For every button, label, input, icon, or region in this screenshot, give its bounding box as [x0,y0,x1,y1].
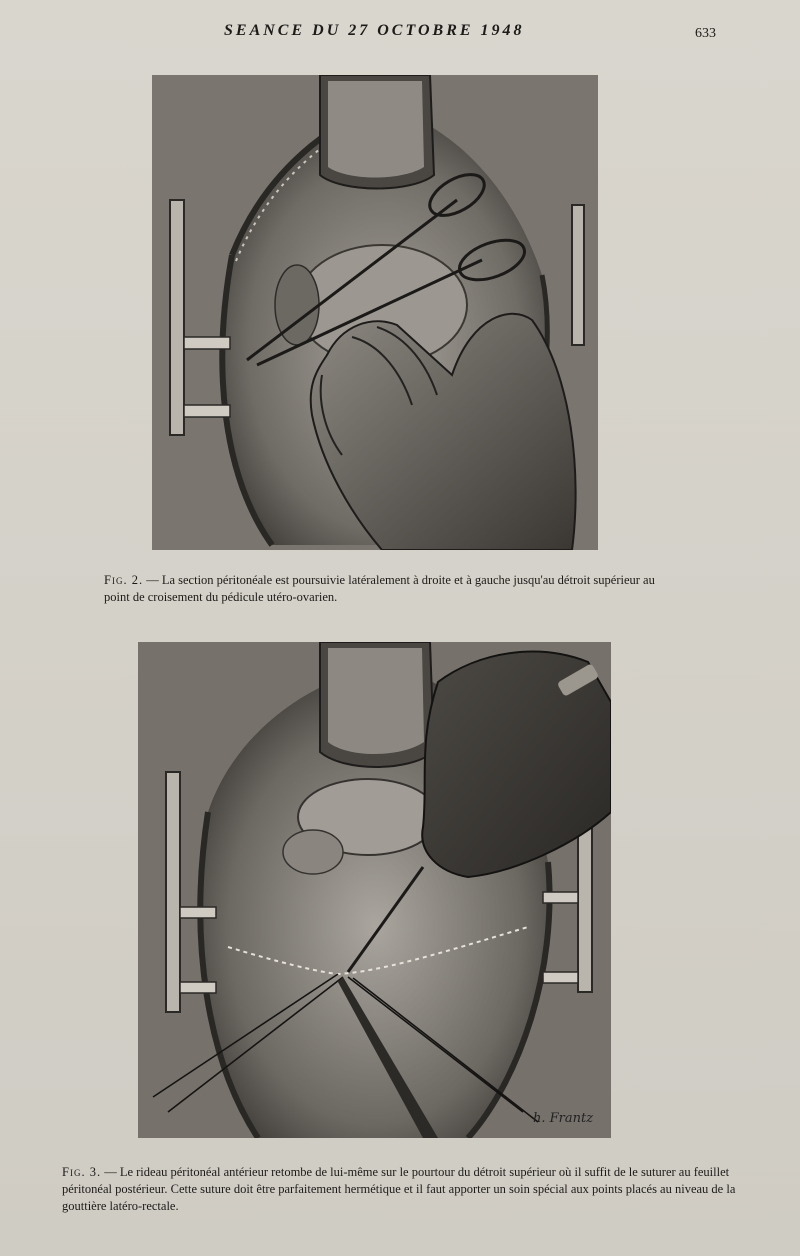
figure-2-illustration [152,75,598,550]
header-title: SEANCE DU 27 OCTOBRE 1948 [224,22,525,39]
figure-2-label: Fig. 2. [104,573,144,587]
figure-2-caption [104,572,664,606]
illustrator-signature: h. Frantz [533,1111,594,1126]
figure-3-caption [62,1164,738,1215]
figure-3-label: Fig. 3. [62,1165,102,1179]
surgical-illustration-fig2 [152,75,598,550]
running-header [0,22,800,46]
figure-3-illustration [138,642,611,1138]
page-number: 633 [695,26,716,41]
figure-3-caption-text: — Le rideau péritonéal antérieur retombe de lui-même sur le pourtour du détroit supérieur où il suffit de le suturer au feuillet péritonéal postérieur. Cette suture doit être parfaitement hermétique et il faut apporter un soin spécial aux points placés au niveau de la gouttière latéro-rectale. [62,1165,736,1213]
surgical-illustration-fig3 [138,642,611,1138]
figure-2-caption-text: — La section péritonéale est poursuivie latéralement à droite et à gauche jusqu'au détroit supérieur au point de croisement du pédicule utéro-ovarien. [104,573,655,604]
